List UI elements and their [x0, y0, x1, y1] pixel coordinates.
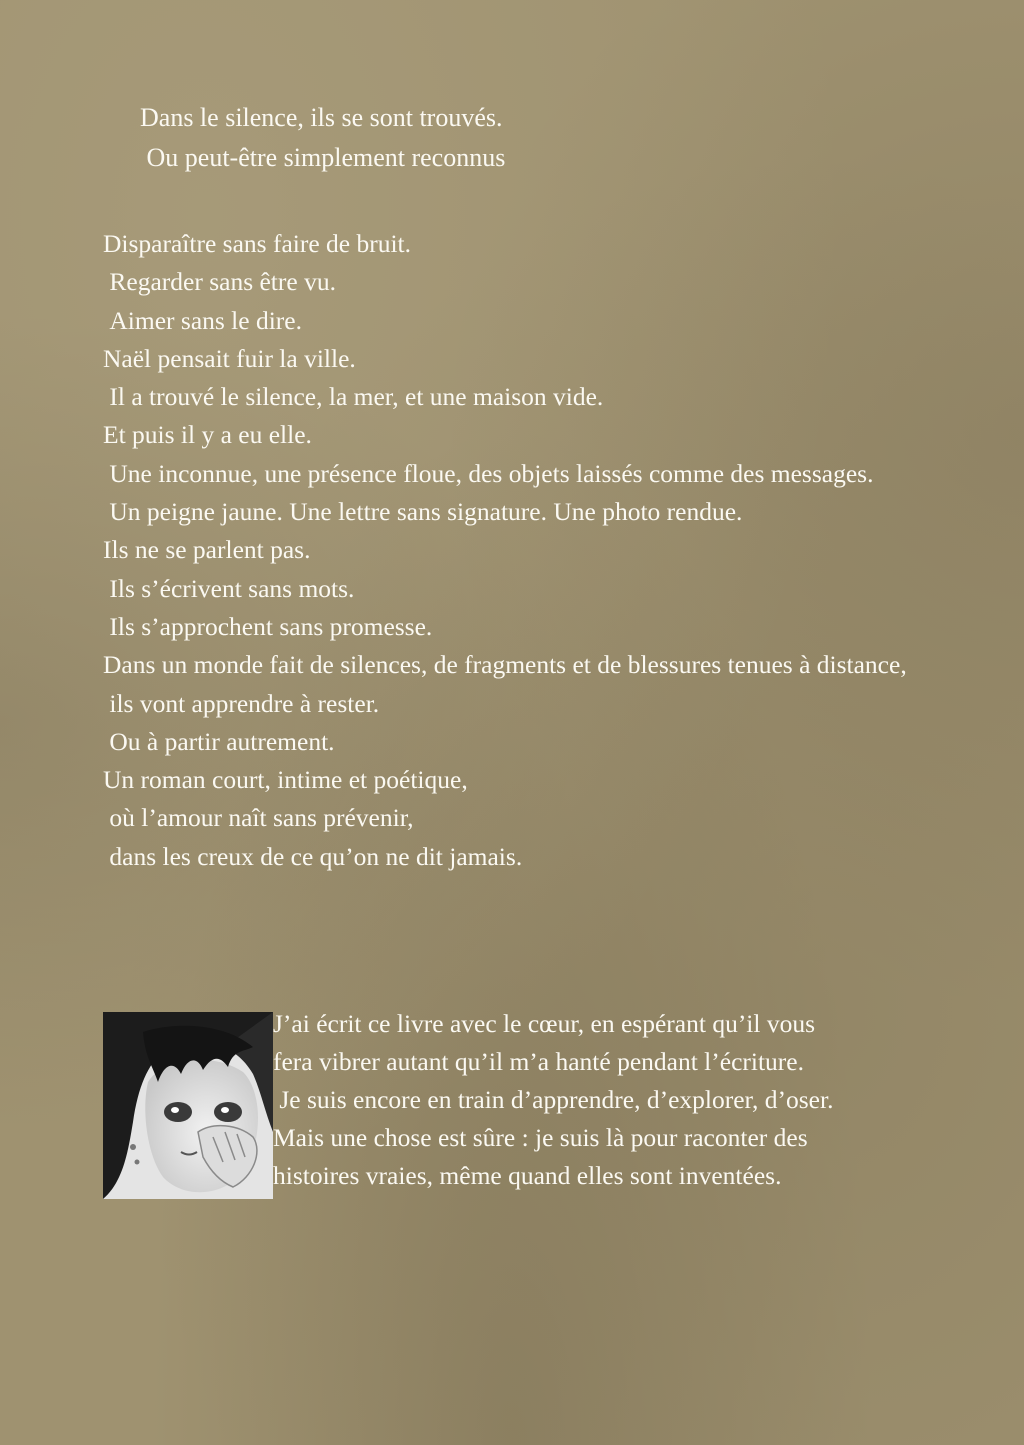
synopsis-line: Ils s’écrivent sans mots. — [103, 573, 355, 603]
author-note-line: histoires vraies, même quand elles sont inventées. — [273, 1161, 782, 1190]
tagline-line: Ou peut-être simplement reconnus — [140, 143, 506, 172]
synopsis-line: Un roman court, intime et poétique, — [103, 765, 468, 795]
synopsis-line: Disparaître sans faire de bruit. — [103, 229, 412, 258]
synopsis-line: Aimer sans le dire. — [103, 305, 302, 335]
synopsis-line: Il a trouvé le silence, la mer, et une maison vide. — [103, 382, 604, 412]
synopsis-line: Ils s’approchent sans promesse. — [103, 611, 433, 641]
tagline — [140, 98, 940, 178]
synopsis-line: Ou à partir autrement. — [103, 726, 335, 756]
author-portrait — [103, 1012, 273, 1199]
author-portrait-icon — [103, 1012, 273, 1199]
tagline-line: Dans le silence, ils se sont trouvés. — [140, 103, 503, 132]
synopsis-line: ils vont apprendre à rester. — [103, 688, 380, 718]
synopsis-line: Une inconnue, une présence floue, des objets laissés comme des messages. — [103, 458, 874, 488]
synopsis-line: Ils ne se parlent pas. — [103, 535, 311, 565]
synopsis-line: Regarder sans être vu. — [103, 267, 336, 297]
synopsis-line: dans les creux de ce qu’on ne dit jamais. — [103, 841, 523, 871]
author-note-line: fera vibrer autant qu’il m’a hanté pendant l’écriture. — [273, 1047, 804, 1076]
synopsis-line: où l’amour naît sans prévenir, — [103, 803, 414, 833]
synopsis-line: Et puis il y a eu elle. — [103, 420, 312, 450]
synopsis — [103, 225, 913, 876]
synopsis-line: Naël pensait fuir la ville. — [103, 343, 356, 373]
author-note-line: J’ai écrit ce livre avec le cœur, en espérant qu’il vous — [273, 1009, 816, 1038]
author-note-line: Mais une chose est sûre : je suis là pour raconter des — [273, 1123, 808, 1152]
author-note — [273, 1005, 923, 1195]
synopsis-line: Dans un monde fait de silences, de fragments et de blessures tenues à distance, — [103, 650, 907, 680]
synopsis-line: Un peigne jaune. Une lettre sans signature. Une photo rendue. — [103, 497, 743, 527]
author-note-line: Je suis encore en train d’apprendre, d’explorer, d’oser. — [273, 1085, 834, 1114]
